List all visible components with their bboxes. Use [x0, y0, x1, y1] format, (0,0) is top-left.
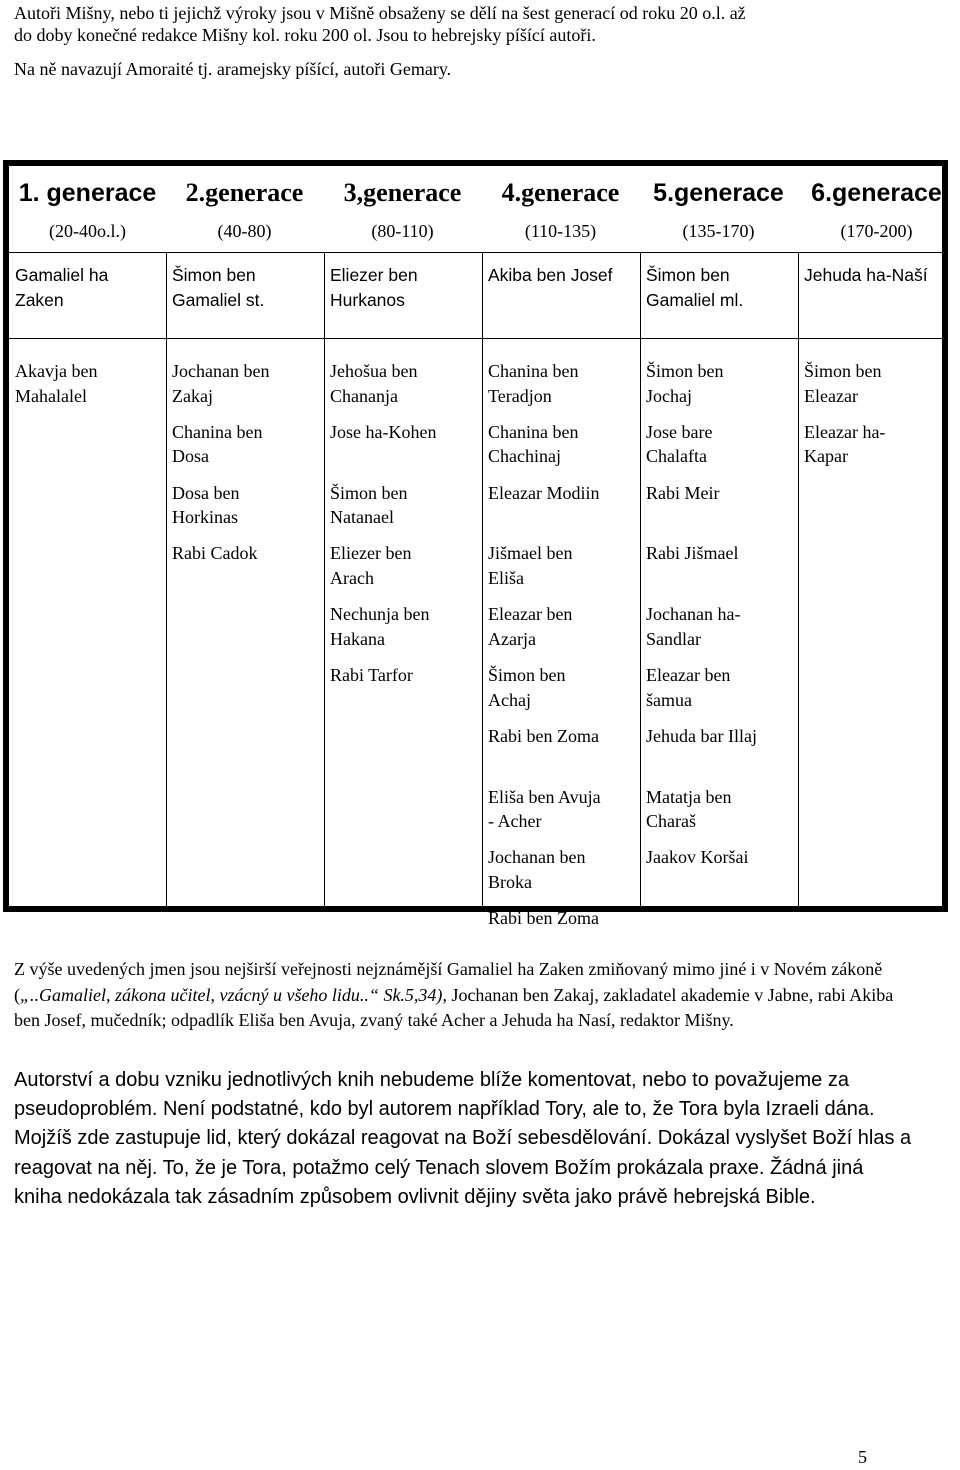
scholar-name: Jišmael ben Eliša: [488, 543, 573, 588]
scholar-name: Jaakov Koršai: [646, 847, 749, 868]
generation-years: (80-110): [371, 221, 434, 241]
intro-line-2: do doby konečné redakce Mišny kol. roku 200 ol. Jsou to hebrejsky píšící autoři.: [14, 25, 596, 45]
scholar-name: Matatja ben Charaš: [646, 786, 732, 832]
generation-years: (20-40o.l.): [49, 221, 126, 241]
scholar-name: Jehuda bar Illaj: [646, 725, 757, 746]
scholar-name: Jehošua ben Chananja: [330, 361, 418, 406]
summary-quote: „..Gamaliel, zákona učitel, vzácný u všeho lidu..“ Sk.5,34): [20, 984, 443, 1005]
scholar-name: Šimon ben Natanael: [330, 482, 408, 528]
generation-header: [798, 176, 955, 242]
closing-paragraph: Autorství a dobu vzniku jednotlivých knih nebudeme blíže komentovat, nebo to považujeme za pseudoproblém. Není podstatné, kdo byl autorem například Tory, ale to, že Tora byla Izraeli dána. Mojžíš zde zastupuje lid, který dokázal reagovat na Boží sebesdělování. Dokázal vyslyšet Boží hlas a reagovat na něj. To, že je Tora, potažmo celý Tenach slovem Božím prokázala praxe. Žádná jiná kniha nedokázala tak zásadním způsobem ovlivnit dějiny světa jako právě hebrejská Bible.: [14, 1069, 912, 1208]
scholar-name: Chanina ben Teradjon: [488, 361, 579, 406]
generation-title: 3,generace: [343, 178, 462, 207]
scholar-name: Rabi Meir: [646, 482, 720, 503]
generation-header: [640, 176, 797, 242]
generation-title: 4.generace: [501, 178, 620, 207]
scholar-name: Šimon ben Jochaj: [646, 361, 724, 406]
summary-text-1: Z výše uvedených jmen jsou nejširší veřejnosti nejznámější Gamaliel ha Zaken zmiňovaný mimo jiné i v Novém zákoně (: [14, 959, 883, 1005]
column-divider: [482, 252, 483, 906]
column-divider: [324, 252, 325, 906]
summary-text-2: , Jochanan ben Zakaj, zakladatel akademie v Jabne, rabi Akiba ben Josef, mučedník; odpadlík Eliša ben Avuja, zvaný také Acher a Jehuda ha Nasí, redaktor Mišny.: [14, 984, 894, 1030]
scholar-name: Rabi Tarfor: [330, 665, 413, 685]
scholar-name: Šimon ben Eleazar: [804, 361, 882, 406]
generation-title: 1. generace: [18, 179, 157, 207]
scholar-name: Šimon ben Achaj: [488, 665, 566, 710]
scholar-name: Eleazar ben šamua: [646, 665, 731, 710]
generation-years: (170-200): [840, 221, 913, 241]
generation-header: [166, 176, 323, 242]
intro-text: [14, 2, 944, 80]
generation-founder: Gamaliel ha Zaken: [15, 265, 109, 310]
generation-title: 5.generace: [653, 179, 784, 207]
scholar-name: Eleazar ha- Kapar: [804, 421, 886, 467]
generations-header-row: [9, 166, 942, 254]
scholar-name: Rabi ben Zoma: [488, 725, 599, 746]
summary-paragraph: [14, 957, 914, 1034]
generation-title: 2.generace: [185, 178, 304, 207]
generation-founder: Šimon ben Gamaliel ml.: [646, 265, 744, 310]
scholar-name: Rabi Jišmael: [646, 543, 739, 564]
column-divider: [640, 252, 641, 906]
scholar-name: Eleazar Modiin: [488, 482, 600, 503]
scholar-name: Eliezer ben Arach: [330, 543, 412, 588]
generation-years: (135-170): [682, 221, 755, 241]
scholar-name: Chanina ben Dosa: [172, 421, 263, 467]
generation-founder: Šimon ben Gamaliel st.: [172, 265, 265, 310]
column-divider: [166, 252, 167, 906]
scholar-name: Chanina ben Chachinaj: [488, 421, 579, 467]
generation-title: 6.generace: [811, 179, 942, 207]
scholar-name: Rabi Cadok: [172, 543, 258, 564]
scholar-name: Jochanan ben Zakaj: [172, 361, 270, 406]
generation-founder: Jehuda ha-Naší: [804, 265, 928, 285]
intro-line-1: Autoři Mišny, nebo ti jejichž výroky jsou v Mišně obsaženy se dělí na šest generací od roku 20 o.l. až: [14, 3, 746, 23]
generation-founder: Eliezer ben Hurkanos: [330, 265, 418, 310]
generation-years: (40-80): [217, 221, 272, 241]
scholar-name: Eleazar ben Azarja: [488, 604, 573, 649]
founder-row-divider: [9, 338, 942, 339]
intro-line-3: Na ně navazují Amoraité tj. aramejsky píšící, autoři Gemary.: [14, 59, 452, 79]
scholar-name: Akavja ben Mahalalel: [15, 361, 98, 406]
generation-header: [482, 176, 639, 242]
generations-table: [3, 160, 948, 929]
page-number: 5: [858, 1447, 867, 1467]
generation-header: [324, 176, 481, 242]
generation-header: [9, 176, 166, 242]
scholar-name: Dosa ben Horkinas: [172, 482, 240, 528]
scholar-name: Eliša ben Avuja - Acher: [488, 786, 601, 832]
scholar-name: Jose bare Chalafta: [646, 421, 713, 467]
column-divider: [798, 252, 799, 906]
generation-years: (110-135): [524, 221, 597, 241]
scholar-name: Jose ha-Kohen: [330, 421, 437, 442]
scholar-name: Rabi ben Zoma: [488, 908, 599, 929]
scholar-name: Jochanan ha- Sandlar: [646, 604, 741, 649]
header-divider: [9, 252, 942, 253]
scholar-name: Nechunja ben Hakana: [330, 604, 430, 649]
generation-founder: Akiba ben Josef: [488, 265, 613, 285]
scholar-name: Jochanan ben Broka: [488, 847, 586, 892]
